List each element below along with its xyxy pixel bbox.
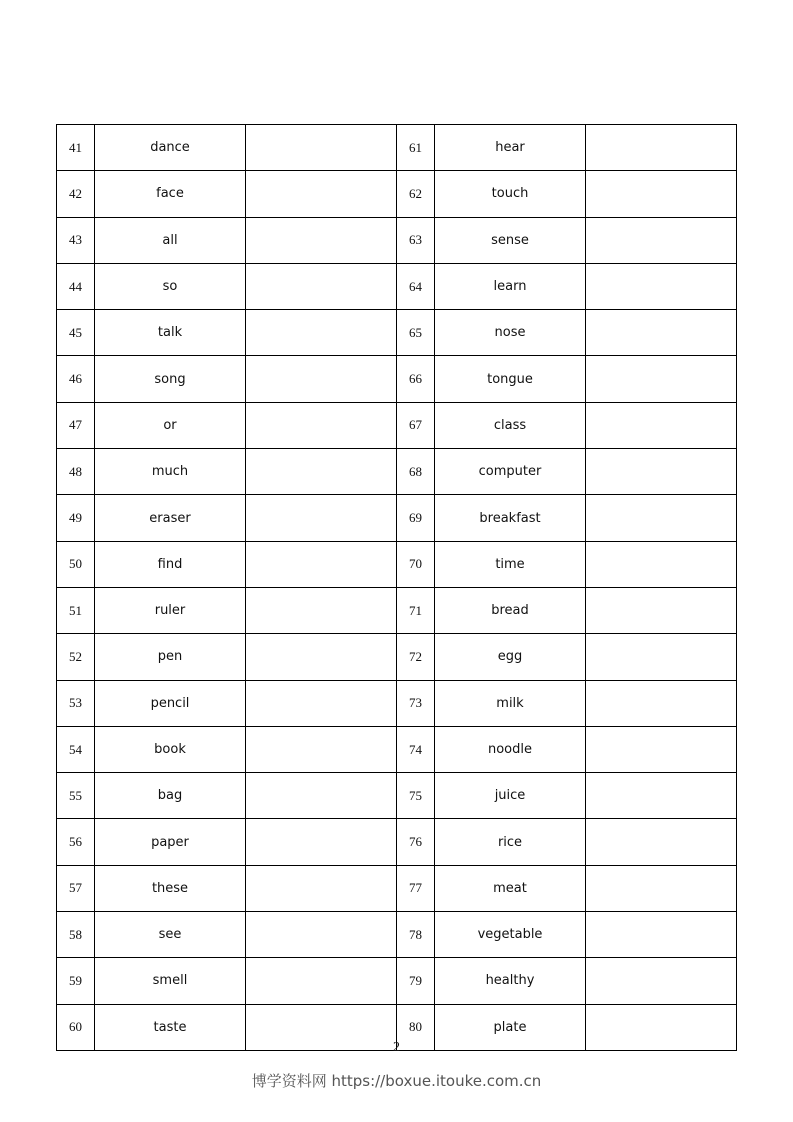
right-word-cell: rice <box>435 819 586 865</box>
left-word-cell: bag <box>95 773 246 819</box>
right-number-cell: 72 <box>397 634 435 680</box>
right-answer-cell[interactable] <box>586 356 737 402</box>
right-answer-cell[interactable] <box>586 171 737 217</box>
left-word-cell: all <box>95 217 246 263</box>
left-word-cell: so <box>95 263 246 309</box>
left-number-cell: 50 <box>57 541 95 587</box>
right-word-cell: sense <box>435 217 586 263</box>
right-word-cell: nose <box>435 310 586 356</box>
right-number-cell: 68 <box>397 449 435 495</box>
right-number-cell: 75 <box>397 773 435 819</box>
left-answer-cell[interactable] <box>246 819 397 865</box>
left-number-cell: 58 <box>57 912 95 958</box>
right-number-cell: 69 <box>397 495 435 541</box>
right-answer-cell[interactable] <box>586 125 737 171</box>
table-row <box>57 171 737 217</box>
left-answer-cell[interactable] <box>246 402 397 448</box>
right-word-cell: egg <box>435 634 586 680</box>
left-word-cell: pen <box>95 634 246 680</box>
page-number: 2 <box>393 1040 400 1055</box>
left-answer-cell[interactable] <box>246 263 397 309</box>
left-word-cell: paper <box>95 819 246 865</box>
left-answer-cell[interactable] <box>246 865 397 911</box>
left-number-cell: 54 <box>57 726 95 772</box>
right-answer-cell[interactable] <box>586 726 737 772</box>
left-word-cell: talk <box>95 310 246 356</box>
left-number-cell: 49 <box>57 495 95 541</box>
table-row <box>57 125 737 171</box>
left-answer-cell[interactable] <box>246 726 397 772</box>
right-word-cell: vegetable <box>435 912 586 958</box>
left-number-cell: 47 <box>57 402 95 448</box>
right-number-cell: 65 <box>397 310 435 356</box>
left-word-cell: ruler <box>95 587 246 633</box>
left-number-cell: 53 <box>57 680 95 726</box>
left-answer-cell[interactable] <box>246 587 397 633</box>
right-answer-cell[interactable] <box>586 773 737 819</box>
right-answer-cell[interactable] <box>586 819 737 865</box>
table-row <box>57 263 737 309</box>
left-word-cell: eraser <box>95 495 246 541</box>
left-answer-cell[interactable] <box>246 171 397 217</box>
table-row <box>57 356 737 402</box>
left-answer-cell[interactable] <box>246 541 397 587</box>
left-number-cell: 55 <box>57 773 95 819</box>
left-number-cell: 41 <box>57 125 95 171</box>
right-word-cell: tongue <box>435 356 586 402</box>
right-number-cell: 63 <box>397 217 435 263</box>
vocabulary-table-body <box>57 125 737 1051</box>
left-number-cell: 44 <box>57 263 95 309</box>
left-word-cell: see <box>95 912 246 958</box>
right-word-cell: plate <box>435 1004 586 1050</box>
left-number-cell: 51 <box>57 587 95 633</box>
right-word-cell: healthy <box>435 958 586 1004</box>
left-answer-cell[interactable] <box>246 449 397 495</box>
right-word-cell: noodle <box>435 726 586 772</box>
left-word-cell: dance <box>95 125 246 171</box>
right-number-cell: 77 <box>397 865 435 911</box>
left-number-cell: 43 <box>57 217 95 263</box>
left-answer-cell[interactable] <box>246 958 397 1004</box>
right-answer-cell[interactable] <box>586 541 737 587</box>
right-number-cell: 79 <box>397 958 435 1004</box>
right-number-cell: 71 <box>397 587 435 633</box>
right-number-cell: 70 <box>397 541 435 587</box>
left-answer-cell[interactable] <box>246 217 397 263</box>
left-number-cell: 46 <box>57 356 95 402</box>
left-number-cell: 42 <box>57 171 95 217</box>
left-answer-cell[interactable] <box>246 495 397 541</box>
vocabulary-table <box>56 124 737 1051</box>
right-word-cell: bread <box>435 587 586 633</box>
left-word-cell: or <box>95 402 246 448</box>
table-row <box>57 217 737 263</box>
table-row <box>57 819 737 865</box>
table-row <box>57 726 737 772</box>
left-word-cell: find <box>95 541 246 587</box>
left-word-cell: song <box>95 356 246 402</box>
table-row <box>57 773 737 819</box>
right-answer-cell[interactable] <box>586 958 737 1004</box>
right-number-cell: 80 <box>397 1004 435 1050</box>
table-row <box>57 495 737 541</box>
right-number-cell: 76 <box>397 819 435 865</box>
right-number-cell: 78 <box>397 912 435 958</box>
left-word-cell: book <box>95 726 246 772</box>
right-word-cell: juice <box>435 773 586 819</box>
left-answer-cell[interactable] <box>246 634 397 680</box>
right-answer-cell[interactable] <box>586 587 737 633</box>
left-word-cell: these <box>95 865 246 911</box>
right-answer-cell[interactable] <box>586 217 737 263</box>
left-answer-cell[interactable] <box>246 356 397 402</box>
right-number-cell: 64 <box>397 263 435 309</box>
table-row <box>57 587 737 633</box>
left-answer-cell[interactable] <box>246 773 397 819</box>
left-number-cell: 52 <box>57 634 95 680</box>
right-answer-cell[interactable] <box>586 865 737 911</box>
table-row <box>57 541 737 587</box>
right-word-cell: hear <box>435 125 586 171</box>
left-number-cell: 60 <box>57 1004 95 1050</box>
right-number-cell: 67 <box>397 402 435 448</box>
right-answer-cell[interactable] <box>586 449 737 495</box>
left-number-cell: 45 <box>57 310 95 356</box>
left-answer-cell[interactable] <box>246 125 397 171</box>
right-answer-cell[interactable] <box>586 402 737 448</box>
table-row <box>57 865 737 911</box>
right-word-cell: time <box>435 541 586 587</box>
table-row <box>57 310 737 356</box>
left-number-cell: 59 <box>57 958 95 1004</box>
left-word-cell: face <box>95 171 246 217</box>
left-word-cell: much <box>95 449 246 495</box>
right-word-cell: milk <box>435 680 586 726</box>
right-answer-cell[interactable] <box>586 495 737 541</box>
left-answer-cell[interactable] <box>246 912 397 958</box>
right-answer-cell[interactable] <box>586 310 737 356</box>
table-row <box>57 680 737 726</box>
right-number-cell: 61 <box>397 125 435 171</box>
footer-watermark: 博学资料网 https://boxue.itouke.com.cn <box>251 1072 542 1090</box>
left-answer-cell[interactable] <box>246 680 397 726</box>
right-number-cell: 73 <box>397 680 435 726</box>
left-answer-cell[interactable] <box>246 310 397 356</box>
right-answer-cell[interactable] <box>586 912 737 958</box>
right-word-cell: learn <box>435 263 586 309</box>
left-word-cell: pencil <box>95 680 246 726</box>
left-word-cell: taste <box>95 1004 246 1050</box>
right-word-cell: class <box>435 402 586 448</box>
right-word-cell: touch <box>435 171 586 217</box>
table-row <box>57 634 737 680</box>
right-number-cell: 62 <box>397 171 435 217</box>
left-word-cell: smell <box>95 958 246 1004</box>
right-word-cell: meat <box>435 865 586 911</box>
right-word-cell: breakfast <box>435 495 586 541</box>
left-number-cell: 48 <box>57 449 95 495</box>
right-answer-cell[interactable] <box>586 263 737 309</box>
table-row <box>57 449 737 495</box>
table-row <box>57 402 737 448</box>
table-row <box>57 958 737 1004</box>
right-word-cell: computer <box>435 449 586 495</box>
table-row <box>57 912 737 958</box>
right-number-cell: 74 <box>397 726 435 772</box>
right-answer-cell[interactable] <box>586 634 737 680</box>
left-number-cell: 57 <box>57 865 95 911</box>
left-number-cell: 56 <box>57 819 95 865</box>
right-answer-cell[interactable] <box>586 680 737 726</box>
right-number-cell: 66 <box>397 356 435 402</box>
